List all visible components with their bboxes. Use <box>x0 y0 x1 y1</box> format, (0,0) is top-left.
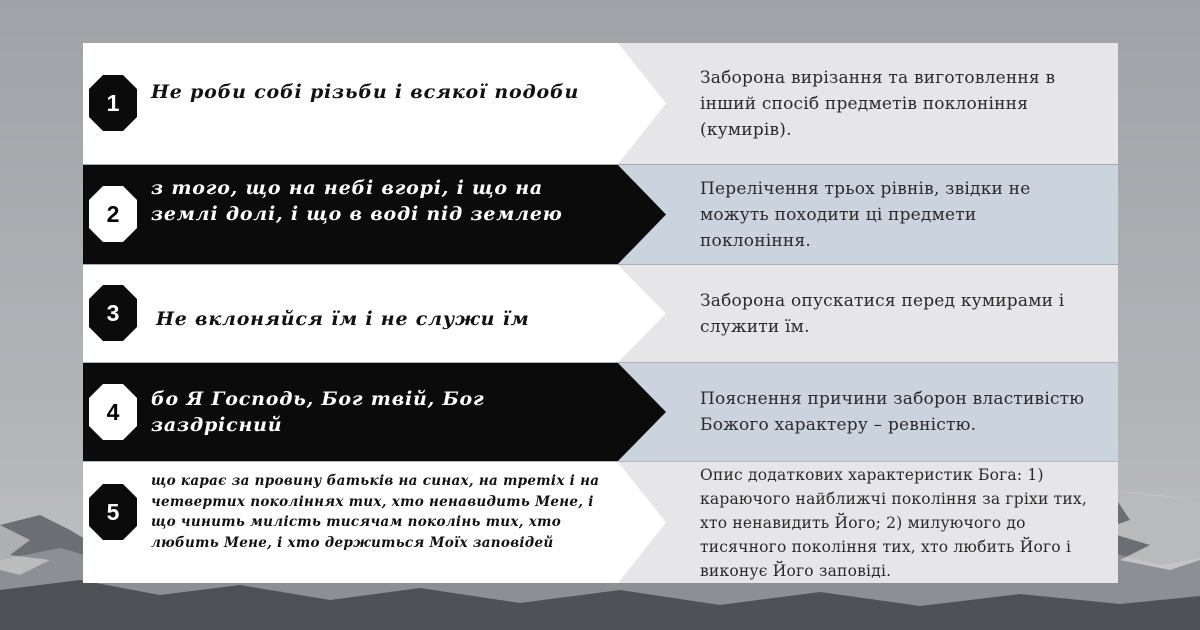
description-text: Пояснення причини заборон властивістю Божого характеру – ревністю. <box>700 389 1085 435</box>
arrow-right-icon <box>618 265 666 362</box>
number-badge <box>89 285 137 341</box>
verse-panel <box>83 43 618 164</box>
badge-number: 1 <box>106 89 120 116</box>
description-panel <box>618 363 1118 461</box>
badge-number: 4 <box>106 398 120 425</box>
number-badge <box>89 186 137 242</box>
description-panel <box>618 265 1118 362</box>
verse-text: Не роби собі різьби і всякої подоби <box>151 81 580 103</box>
verse-text: бо Я Господь, Бог твій, Бог заздрісний <box>151 388 485 436</box>
number-badge <box>89 484 137 540</box>
verse-panel <box>83 265 618 362</box>
description-text: Перелічення трьох рівнів, звідки не можуть походити ці предмети поклоніння. <box>700 178 1031 251</box>
description-panel <box>618 165 1118 264</box>
description-text: Заборона опускатися перед кумирами і служити їм. <box>700 290 1065 337</box>
verse-text: з того, що на небі вгорі, і що на землі долі, і що в воді під землею <box>151 177 563 225</box>
arrow-right-icon <box>618 165 666 264</box>
verse-text: Не вклоняйся їм і не служи їм <box>156 308 530 330</box>
badge-number: 3 <box>106 299 120 326</box>
description-panel <box>618 462 1118 583</box>
verse-panel <box>83 363 618 461</box>
commandment-row-2 <box>83 165 1118 264</box>
description-text: Опис додаткових характеристик Бога: 1) караючого найближчі покоління за гріхи тих, хто ненавидить Його; 2) милуючого до тисячного покоління тих, хто любить Його і виконує Його заповіді. <box>700 465 1087 580</box>
description-panel <box>618 43 1118 164</box>
verse-panel <box>83 165 618 264</box>
verse-text: що карає за провину батьків на синах, на третіх і на четвертих поколіннях тих, хто ненавидить Мене, і що чинить милість тисячам поколінь тих, хто любить Мене, і хто держиться Моїх заповідей <box>151 473 600 551</box>
badge-number: 2 <box>106 200 120 227</box>
arrow-right-icon <box>618 43 666 164</box>
commandment-row-3 <box>83 265 1118 362</box>
commandment-row-4 <box>83 363 1118 461</box>
commandment-row-1 <box>83 43 1118 164</box>
commandment-row-5 <box>83 462 1118 583</box>
arrow-right-icon <box>618 462 666 583</box>
arrow-right-icon <box>618 363 666 461</box>
number-badge <box>89 384 137 440</box>
verse-panel <box>83 462 618 583</box>
description-text: Заборона вирізання та виготовлення в інший спосіб предметів поклоніння (кумирів). <box>700 67 1056 140</box>
badge-number: 5 <box>106 498 120 525</box>
number-badge <box>89 75 137 131</box>
